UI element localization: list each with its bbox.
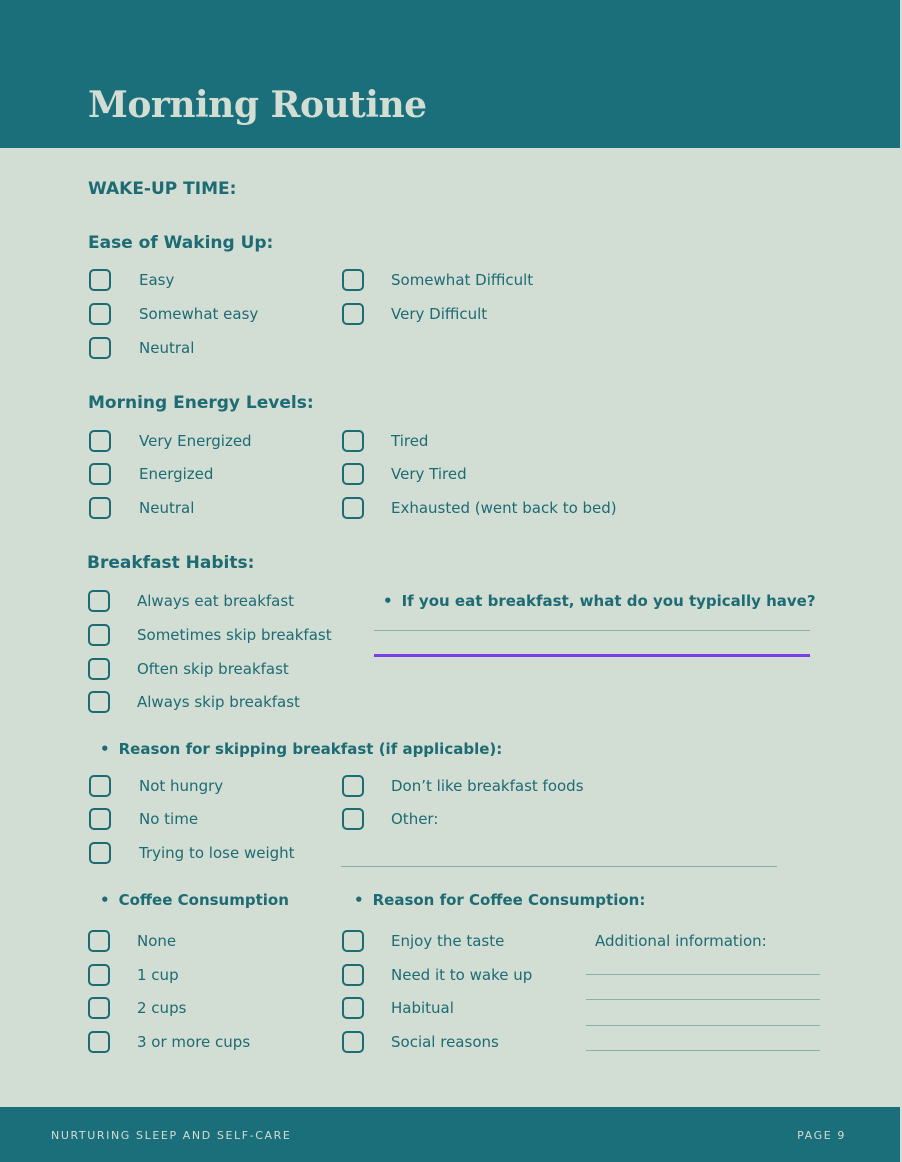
coffee-reason-heading <box>354 891 645 909</box>
coffee-heading <box>100 891 289 909</box>
option-label-enjoy-taste: Enjoy the taste <box>391 932 505 950</box>
breakfast-question <box>383 592 816 610</box>
option-label-always-eat-breakfast: Always eat breakfast <box>137 592 295 610</box>
bullet-icon: • <box>100 891 110 909</box>
option-label-very-difficult: Very Difficult <box>391 305 488 323</box>
ease-heading: Ease of Waking Up: <box>88 233 274 253</box>
checkbox-somewhat-difficult[interactable] <box>342 269 364 291</box>
option-label-neutral-energy: Neutral <box>139 499 195 517</box>
checkbox-energized[interactable] <box>89 463 111 485</box>
option-label-very-tired: Very Tired <box>391 465 467 483</box>
additional-info-label: Additional information: <box>595 932 767 950</box>
option-label-not-hungry: Not hungry <box>139 777 224 795</box>
checkbox-dislike-breakfast-foods[interactable] <box>342 775 364 797</box>
bullet-icon: • <box>383 592 393 610</box>
checkbox-always-eat-breakfast[interactable] <box>88 590 110 612</box>
footer-bar <box>0 1107 900 1162</box>
checkbox-often-skip-breakfast[interactable] <box>88 658 110 680</box>
checkbox-sometimes-skip-breakfast[interactable] <box>88 624 110 646</box>
checkbox-very-tired[interactable] <box>342 463 364 485</box>
additional-info-line-1[interactable] <box>586 974 820 975</box>
option-label-lose-weight: Trying to lose weight <box>139 844 295 862</box>
option-label-habitual: Habitual <box>391 999 454 1017</box>
checkbox-easy[interactable] <box>89 269 111 291</box>
option-label-dislike-breakfast-foods: Don’t like breakfast foods <box>391 777 584 795</box>
checkbox-always-skip-breakfast[interactable] <box>88 691 110 713</box>
coffee-reason-heading-text: Reason for Coffee Consumption: <box>372 891 646 909</box>
checkbox-lose-weight[interactable] <box>89 842 111 864</box>
option-label-social-reasons: Social reasons <box>391 1033 499 1051</box>
skip-reason-heading <box>100 740 502 758</box>
option-label-coffee-1-cup: 1 cup <box>137 966 179 984</box>
option-label-energized: Energized <box>139 465 214 483</box>
breakfast-answer-line[interactable] <box>374 630 810 631</box>
option-label-coffee-none: None <box>137 932 177 950</box>
checkbox-other[interactable] <box>342 808 364 830</box>
page-title: Morning Routine <box>88 84 427 126</box>
checkbox-coffee-3-plus[interactable] <box>88 1031 110 1053</box>
breakfast-question-text: If you eat breakfast, what do you typically have? <box>401 592 816 610</box>
checkbox-coffee-none[interactable] <box>88 930 110 952</box>
checkbox-very-difficult[interactable] <box>342 303 364 325</box>
option-label-coffee-3-plus: 3 or more cups <box>137 1033 251 1051</box>
checkbox-coffee-1-cup[interactable] <box>88 964 110 986</box>
option-label-wake-up: Need it to wake up <box>391 966 533 984</box>
checkbox-tired[interactable] <box>342 430 364 452</box>
checkbox-very-energized[interactable] <box>89 430 111 452</box>
option-label-coffee-2-cups: 2 cups <box>137 999 187 1017</box>
option-label-tired: Tired <box>391 432 429 450</box>
option-label-easy: Easy <box>139 271 175 289</box>
header-bar <box>0 0 900 148</box>
bullet-icon: • <box>354 891 364 909</box>
option-label-somewhat-easy: Somewhat easy <box>139 305 259 323</box>
energy-heading: Morning Energy Levels: <box>88 393 314 413</box>
other-reason-line[interactable] <box>341 866 777 867</box>
additional-info-line-3[interactable] <box>586 1025 820 1026</box>
option-label-always-skip-breakfast: Always skip breakfast <box>137 693 300 711</box>
option-label-sometimes-skip-breakfast: Sometimes skip breakfast <box>137 626 332 644</box>
option-label-very-energized: Very Energized <box>139 432 252 450</box>
breakfast-answer-line-accent[interactable] <box>374 654 810 657</box>
option-label-often-skip-breakfast: Often skip breakfast <box>137 660 289 678</box>
checkbox-habitual[interactable] <box>342 997 364 1019</box>
option-label-neutral-ease: Neutral <box>139 339 195 357</box>
option-label-other: Other: <box>391 810 439 828</box>
checkbox-neutral-energy[interactable] <box>89 497 111 519</box>
checkbox-not-hungry[interactable] <box>89 775 111 797</box>
additional-info-line-4[interactable] <box>586 1050 820 1051</box>
wakeup-time-label: WAKE-UP TIME: <box>88 179 237 199</box>
checkbox-enjoy-taste[interactable] <box>342 930 364 952</box>
page-number: PAGE 9 <box>797 1129 846 1142</box>
checkbox-wake-up[interactable] <box>342 964 364 986</box>
bullet-icon: • <box>100 740 110 758</box>
checkbox-social-reasons[interactable] <box>342 1031 364 1053</box>
option-label-exhausted: Exhausted (went back to bed) <box>391 499 617 517</box>
checkbox-no-time[interactable] <box>89 808 111 830</box>
additional-info-line-2[interactable] <box>586 999 820 1000</box>
checkbox-coffee-2-cups[interactable] <box>88 997 110 1019</box>
option-label-no-time: No time <box>139 810 199 828</box>
footer-title: NURTURING SLEEP AND SELF-CARE <box>51 1129 292 1142</box>
breakfast-heading: Breakfast Habits: <box>87 553 255 573</box>
coffee-heading-text: Coffee Consumption <box>118 891 289 909</box>
checkbox-somewhat-easy[interactable] <box>89 303 111 325</box>
checkbox-exhausted[interactable] <box>342 497 364 519</box>
option-label-somewhat-difficult: Somewhat Difficult <box>391 271 534 289</box>
skip-reason-heading-text: Reason for skipping breakfast (if applicable): <box>118 740 503 758</box>
checkbox-neutral-ease[interactable] <box>89 337 111 359</box>
